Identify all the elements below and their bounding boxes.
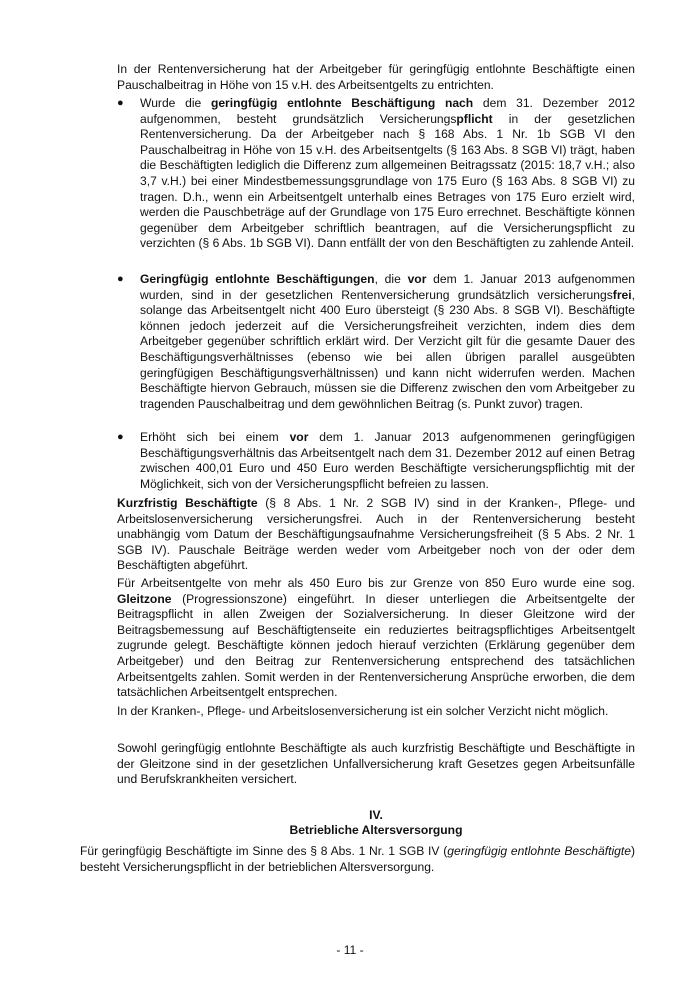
intro-paragraph — [117, 62, 635, 93]
bullet-marker: ● — [117, 273, 124, 285]
text-run: ) besteht Versicherungspflicht in der betrieblichen Altersversorgung. — [80, 844, 635, 874]
kranken-paragraph — [117, 704, 635, 720]
bold-run: Kurzfristig Beschäftigte — [117, 496, 258, 510]
bullet-marker: ● — [117, 431, 124, 443]
bold-run: geringfügig entlohnte Beschäftigung nach — [210, 96, 474, 110]
text-run: In der Kranken-, Pflege- und Arbeitslosenversicherung ist ein solcher Verzicht nicht möglich. — [117, 704, 609, 718]
bullet-text — [140, 430, 635, 492]
gleitzone-paragraph — [117, 576, 635, 701]
text-run: (Progressionszone) eingeführt. In dieser unterliegen die Arbeitsentgelte der Beitragspflicht in allen Zweigen der Sozialversicherung. In dieser Gleitzone wird der Beitragsbemessung auf Beschäftigtenseite ein reduziertes beitragspflichtiges Arbeitsentgelt zugrunde gelegt. Beschäftigte können jedoch hierauf verzichten (Erklärung gegenüber dem Arbeitgeber) und den Beitrag zur Rentenversicherung entsprechend des tatsächlichen Arbeitsentgelts zahlen. Somit werden in der Rentenversicherung Ansprüche erworben, die dem tatsächlichen Arbeitsentgelt entsprechen. — [117, 591, 635, 700]
text-run: , die — [374, 272, 408, 286]
text-run: dem 31. Dezember 2012 aufgenommen, besteht grundsätzlich Versicherungs — [140, 96, 635, 126]
bold-run: frei — [612, 287, 632, 302]
text-run: Sowohl geringfügig entlohnte Beschäftigte als auch kurzfristig Beschäftigte und Beschäftigte in der Gleitzone sind in der gesetzlichen Unfallversicherung kraft Gesetzes gegen Arbeitsunfälle und Berufskrankheiten versichert. — [117, 741, 635, 787]
bullet-marker: ● — [117, 97, 124, 109]
text-run: , solange das Arbeitsentgelt nicht 400 Euro übersteigt (§ 230 Abs. 8 SGB VI). Beschäftigte können jedoch jederzeit auf die Versicherungsfreiheit verzichten, indem dies dem Arbeitgeber gegenüber schriftlich erklärt wird. Der Verzicht gilt für die gesamte Dauer des Beschäftigungsverhältnisses (ebenso wie bei allen übrigen parallel ausgeübten geringfügigen Beschäftigungsverhältnissen) und kann nicht widerrufen werden. Machen Beschäftigte hiervon Gebrauch, müssen sie die Differenz zwischen den vom Arbeitgeber zu tragenden Pauschalbeitrag und dem gewöhnlichen Beitrag (s. Punkt zuvor) tragen. — [140, 287, 635, 411]
page-number: - 11 - — [336, 943, 364, 957]
bullet-item-vor-2013 — [117, 272, 635, 412]
section-title: Betriebliche Altersversorgung — [289, 823, 463, 837]
text-run: Erhöht sich bei einem — [140, 430, 290, 444]
bold-run: Gleitzone — [117, 591, 172, 606]
text-run: Für geringfügig Beschäftigte im Sinne des § 8 Abs. 1 Nr. 1 SGB IV ( — [80, 844, 448, 858]
bold-run: Geringfügig entlohnte Beschäftigungen — [140, 272, 375, 286]
bold-run: pflicht — [456, 111, 493, 126]
bold-run: vor — [407, 272, 427, 286]
bav-paragraph — [80, 844, 635, 875]
bullet-item-erhoehung — [117, 430, 635, 492]
text-run: Wurde die — [140, 96, 211, 110]
bullet-text — [140, 96, 635, 252]
text-run: Für Arbeitsentgelte von mehr als 450 Euro bis zur Grenze von 850 Euro wurde eine sog. — [117, 576, 635, 590]
unfall-paragraph — [117, 741, 635, 788]
text-run: in der gesetzlichen Rentenversicherung. Da der Arbeitgeber nach § 168 Abs. 1 Nr. 1b SGB VI den Pauschalbeitrag in Höhe von 15 v.H. des Arbeitsentgelts (§ 163 Abs. 8 SGB VI) trägt, haben die Beschäftigten lediglich die Differenz zum allgemeinen Beitragssatz (2015: 18,7 v.H.; also 3,7 v.H.) bei einer Mindestbemessungsgrundlage von 175 Euro (§ 163 Abs. 8 SGB VI) zu tragen. D.h., wenn ein Arbeitsentgelt unterhalb eines Betrages von 175 Euro erzielt wird, werden die Pauschbeträge auf der Grundlage von 175 Euro errechnet. Beschäftigte können gegenüber dem Arbeitgeber schriftlich beantragen, auf die Versicherungspflicht zu verzichten (§ 6 Abs. 1b SGB VI). Dann entfällt der von den Beschäftigten zu zahlende Anteil. — [140, 111, 635, 251]
text-run: dem 1. Januar 2013 aufgenommen wurden, sind in der gesetzlichen Rentenversicherung grundsätzlich versicherungs — [140, 272, 635, 302]
section-number: IV. — [369, 808, 383, 822]
text-run: dem 1. Januar 2013 aufgenommenen geringfügigen Beschäftigungsverhältnis das Arbeitsentgelt nach dem 31. Dezember 2012 auf einen Betrag zwischen 400,01 Euro und 450 Euro werden Beschäftigte versicherungspflichtig mit der Möglichkeit, sich von der Versicherungspflicht befreien zu lassen. — [140, 430, 636, 491]
bold-run: vor — [289, 430, 309, 444]
kurzfristig-paragraph — [117, 496, 635, 574]
text-run: (§ 8 Abs. 1 Nr. 2 SGB IV) sind in der Kranken-, Pflege- und Arbeitslosenversicherung versicherungsfrei. Auch in der Rentenversicherung besteht unabhängig vom Datum der Beschäftigungsaufnahme Versicherungsfreiheit (§ 5 Abs. 2 Nr. 1 SGB IV). Pauschale Beiträge werden weder vom Arbeitgeber noch von der oder dem Beschäftigten abgeführt. — [117, 496, 635, 573]
italic-run: geringfügig entlohnte Beschäftigte — [447, 844, 631, 858]
bullet-text — [140, 272, 635, 412]
intro-text: In der Rentenversicherung hat der Arbeitgeber für geringfügig entlohnte Beschäftigte einen Pauschalbeitrag in Höhe von 15 v.H. des Arbeitsentgelts zu entrichten. — [117, 62, 635, 92]
bullet-item-nach-2012 — [117, 96, 635, 252]
